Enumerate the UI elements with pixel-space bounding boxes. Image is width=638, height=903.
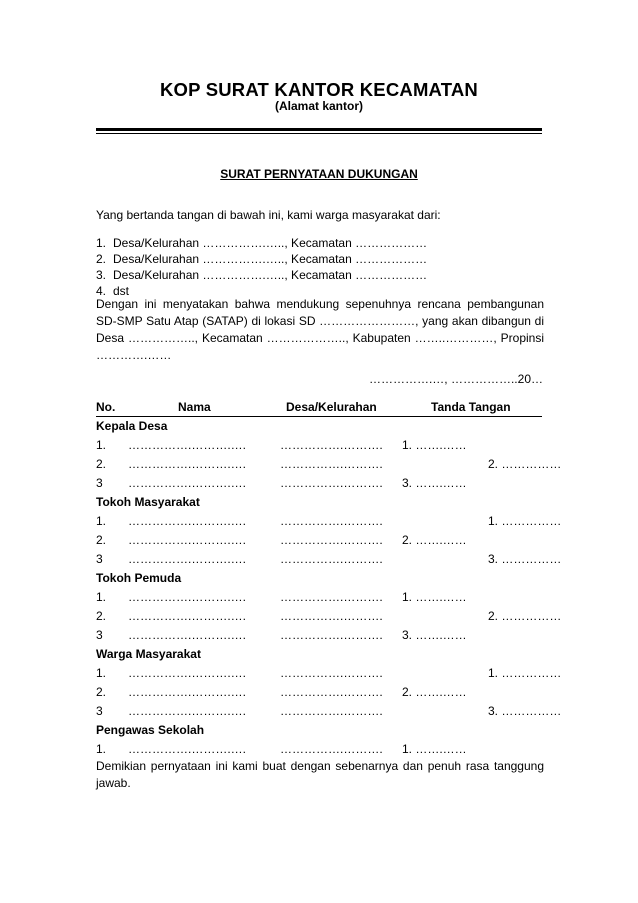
name-field: …………….……….…. [128, 476, 247, 490]
signature-field: 2. …………… [488, 457, 562, 471]
name-field: …………….……….…. [128, 742, 247, 756]
table-row [0, 476, 638, 495]
group-label: Pengawas Sekolah [96, 723, 205, 737]
table-row [0, 514, 638, 533]
signature-field: 2. …….…… [402, 685, 467, 699]
desa-field: …………….………. [280, 590, 383, 604]
table-row [0, 457, 638, 476]
name-field: …………….……….…. [128, 628, 247, 642]
row-number: 3 [96, 628, 103, 642]
group-label: Kepala Desa [96, 419, 168, 433]
desa-field: …………….………. [280, 552, 383, 566]
row-number: 1. [96, 514, 107, 528]
statement-paragraph: Dengan ini menyatakan bahwa mendukung sepenuhnya rencana pembangunan SD-SMP Satu Atap (SATAP) di lokasi SD ……………………, yang akan dibangun di Desa …………….., Kecamatan ……………….., Kabupaten ……..…………, Propinsi ………….…… [96, 297, 544, 362]
signature-field: 1. …….…… [402, 590, 467, 604]
desa-field: …………….………. [280, 438, 383, 452]
document-title: SURAT PERNYATAAN DUKUNGAN [220, 167, 418, 181]
desa-field: …………….………. [280, 666, 383, 680]
name-field: …………….……….…. [128, 590, 247, 604]
name-field: …………….……….…. [128, 514, 247, 528]
village-list-number: 1. [96, 236, 107, 250]
table-row [0, 552, 638, 571]
row-number: 1. [96, 590, 107, 604]
table-row [0, 628, 638, 647]
row-number: 2. [96, 533, 107, 547]
table-row [0, 533, 638, 552]
group-label: Tokoh Pemuda [96, 571, 182, 585]
name-field: …………….……….…. [128, 438, 247, 452]
date-line: …………….…, ……………..20… [368, 372, 543, 386]
group-heading-row [0, 647, 638, 666]
group-heading-row [0, 419, 638, 438]
group-heading-row [0, 495, 638, 514]
village-list-number: 2. [96, 252, 107, 266]
table-header-rule [96, 416, 542, 417]
table-row [0, 609, 638, 628]
desa-field: …………….………. [280, 628, 383, 642]
table-row [0, 704, 638, 723]
group-label: Warga Masyarakat [96, 647, 201, 661]
signature-field: 1. …….…… [402, 742, 467, 756]
desa-field: …………….………. [280, 533, 383, 547]
column-header-name: Nama [178, 400, 211, 414]
group-heading-row [0, 723, 638, 742]
name-field: …………….……….…. [128, 666, 247, 680]
row-number: 1. [96, 438, 107, 452]
row-number: 3 [96, 476, 103, 490]
name-field: …………….……….…. [128, 685, 247, 699]
village-list-text: Desa/Kelurahan …………….….., Kecamatan ……………… [113, 252, 428, 266]
letterhead-address: (Alamat kantor) [274, 99, 363, 113]
row-number: 2. [96, 685, 107, 699]
name-field: …………….……….…. [128, 533, 247, 547]
village-list-text: Desa/Kelurahan …………….….., Kecamatan ……………… [113, 268, 428, 282]
desa-field: …………….………. [280, 476, 383, 490]
row-number: 3 [96, 704, 103, 718]
signature-field: 3. …….…… [402, 476, 467, 490]
signature-field: 1. …………… [488, 514, 562, 528]
closing-paragraph: Demikian pernyataan ini kami buat dengan sebenarnya dan penuh rasa tanggung jawab. [96, 759, 544, 790]
letterhead-divider-thin [96, 133, 542, 134]
column-header-signature: Tanda Tangan [431, 400, 511, 414]
table-row [0, 590, 638, 609]
name-field: …………….……….…. [128, 457, 247, 471]
table-row [0, 685, 638, 704]
name-field: …………….……….…. [128, 552, 247, 566]
village-list-text: dst [113, 284, 130, 298]
signature-field: 2. …………… [488, 609, 562, 623]
village-list-text: Desa/Kelurahan …………….….., Kecamatan ……………… [113, 236, 428, 250]
table-row [0, 666, 638, 685]
intro-paragraph: Yang bertanda tangan di bawah ini, kami warga masyarakat dari: [96, 208, 441, 222]
row-number: 1. [96, 742, 107, 756]
signature-field: 3. …….…… [402, 628, 467, 642]
row-number: 2. [96, 609, 107, 623]
signature-field: 1. …….…… [402, 438, 467, 452]
name-field: …………….……….…. [128, 609, 247, 623]
letterhead-title: KOP SURAT KANTOR KECAMATAN [160, 79, 478, 100]
row-number: 3 [96, 552, 103, 566]
name-field: …………….……….…. [128, 704, 247, 718]
letterhead-divider-thick [96, 128, 542, 131]
signature-field: 3. …………… [488, 704, 562, 718]
desa-field: …………….………. [280, 685, 383, 699]
signature-field: 1. …………… [488, 666, 562, 680]
group-heading-row [0, 571, 638, 590]
desa-field: …………….………. [280, 704, 383, 718]
desa-field: …………….………. [280, 457, 383, 471]
row-number: 1. [96, 666, 107, 680]
village-list-number: 4. [96, 284, 107, 298]
village-list-number: 3. [96, 268, 107, 282]
column-header-desa: Desa/Kelurahan [286, 400, 377, 414]
row-number: 2. [96, 457, 107, 471]
desa-field: …………….………. [280, 609, 383, 623]
desa-field: …………….………. [280, 742, 383, 756]
signature-field: 3. …………… [488, 552, 562, 566]
desa-field: …………….………. [280, 514, 383, 528]
signature-field: 2. …….…… [402, 533, 467, 547]
column-header-no: No. [96, 400, 116, 414]
table-row [0, 438, 638, 457]
group-label: Tokoh Masyarakat [96, 495, 200, 509]
